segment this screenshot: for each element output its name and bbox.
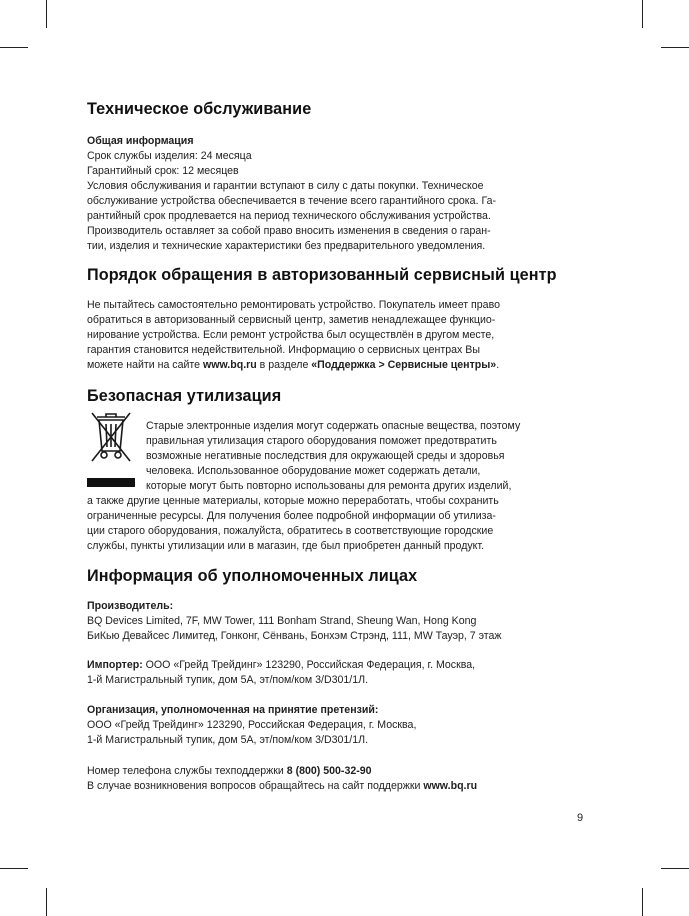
text-line xyxy=(87,779,587,794)
maintenance-subheading: Общая информация xyxy=(87,135,194,147)
page-number: 9 xyxy=(577,812,584,824)
manufacturer-label: Производитель: xyxy=(87,600,174,612)
authorized-title: Информация об уполномоченных лицах xyxy=(87,567,418,585)
text-line: тии, изделия и технические характеристики без предварительного уведомления. xyxy=(87,240,486,252)
support-phone[interactable]: 8 (800) 500-32-90 xyxy=(286,765,372,777)
text-line: 1-й Магистральный тупик, дом 5А, эт/пом/ком 3/D301/1Л. xyxy=(87,734,369,746)
text-line: возможные негативные последствия для окружающей среды и здоровья xyxy=(146,450,505,462)
service-title: Порядок обращения в авторизованный сервисный центр xyxy=(87,266,557,284)
importer-block xyxy=(87,658,587,688)
crop-mark xyxy=(0,868,28,869)
text-line: Не пытайтесь самостоятельно ремонтировать устройство. Покупатель имеет право xyxy=(87,299,500,311)
text-line: нирование устройства. Если ремонт устройства был осуществлён в другом месте, xyxy=(87,329,495,341)
text-fragment: можете найти на сайте xyxy=(87,359,203,371)
claims-block xyxy=(87,703,587,748)
importer-label: Импортер: xyxy=(87,659,143,671)
text-line: Гарантийный срок: 12 месяцев xyxy=(87,165,239,177)
text-line: Производитель оставляет за собой право вносить изменения в сведения о гаран- xyxy=(87,225,491,237)
service-body xyxy=(87,298,587,373)
manufacturer-block xyxy=(87,599,587,644)
maintenance-title: Техническое обслуживание xyxy=(87,100,312,118)
text-line: обратиться в авторизованный сервисный центр, заметив ненадлежащее функцио- xyxy=(87,314,496,326)
crop-mark xyxy=(661,868,689,869)
crop-mark xyxy=(46,0,47,28)
text-line: ограниченные ресурсы. Для получения более подробной информации об утилиза- xyxy=(87,510,496,522)
text-line: BQ Devices Limited, 7F, MW Tower, 111 Bonham Strand, Sheung Wan, Hong Kong xyxy=(87,615,477,627)
text-line xyxy=(87,764,587,779)
crop-mark xyxy=(46,888,47,916)
crop-mark xyxy=(642,0,643,28)
text-fragment: в разделе xyxy=(256,359,312,371)
text-line: а также другие ценные материалы, которые можно переработать, чтобы сохранить xyxy=(87,495,499,507)
crop-mark xyxy=(0,47,28,48)
text-line xyxy=(87,658,587,673)
text-line: 1-й Магистральный тупик, дом 5А, эт/пом/ком 3/D301/1Л. xyxy=(87,674,369,686)
claims-label: Организация, уполномоченная на принятие претензий: xyxy=(87,704,379,716)
crossed-out-wheelie-bin-icon xyxy=(87,411,135,491)
text-fragment: Номер телефона службы техподдержки xyxy=(87,765,287,777)
crop-mark xyxy=(661,47,689,48)
support-site-link[interactable]: www.bq.ru xyxy=(423,780,478,792)
crop-mark xyxy=(642,888,643,916)
text-line: гарантия становится недействительной. Информацию о сервисных центрах Вы xyxy=(87,344,480,356)
service-site-link[interactable]: www.bq.ru xyxy=(202,359,257,371)
text-line: Срок службы изделия: 24 месяца xyxy=(87,150,252,162)
text-fragment: . xyxy=(496,359,500,371)
maintenance-body xyxy=(87,134,587,254)
text-line: Условия обслуживания и гарантии вступают в силу с даты покупки. Техническое xyxy=(87,180,484,192)
disposal-body xyxy=(87,419,587,554)
text-line: БиКью Девайсес Лимитед, Гонконг, Сёнвань, Бонхэм Стрэнд, 111, MW Тауэр, 7 этаж xyxy=(87,630,502,642)
text-line: рантийный срок продлевается на период технического обслуживания устройства. xyxy=(87,210,491,222)
text-line: которые могут быть повторно использованы для ремонта других изделий, xyxy=(146,480,512,492)
text-line: ции старого оборудования, пожалуйста, обратитесь в соответствующие городские xyxy=(87,525,494,537)
service-centers-link[interactable]: «Поддержка > Сервисные центры» xyxy=(311,359,497,371)
text-line: Старые электронные изделия могут содержать опасные вещества, поэтому xyxy=(146,420,521,432)
text-line: ООО «Грейд Трейдинг» 123290, Российская Федерация, г. Москва, xyxy=(87,719,417,731)
text-fragment: ООО «Грейд Трейдинг» 123290, Российская Федерация, г. Москва, xyxy=(142,659,476,671)
text-line: правильная утилизация старого оборудования поможет предотвратить xyxy=(146,435,497,447)
text-line: обслуживание устройства обеспечивается в течение всего гарантийного срока. Га- xyxy=(87,195,497,207)
support-block xyxy=(87,764,587,794)
text-fragment: В случае возникновения вопросов обращайтесь на сайт поддержки xyxy=(87,780,424,792)
text-line xyxy=(87,358,587,373)
text-line: человека. Использованное оборудование может содержать детали, xyxy=(146,465,481,477)
text-line: службы, пункты утилизации или в магазин, где был приобретен данный продукт. xyxy=(87,540,485,552)
disposal-title: Безопасная утилизация xyxy=(87,387,282,405)
